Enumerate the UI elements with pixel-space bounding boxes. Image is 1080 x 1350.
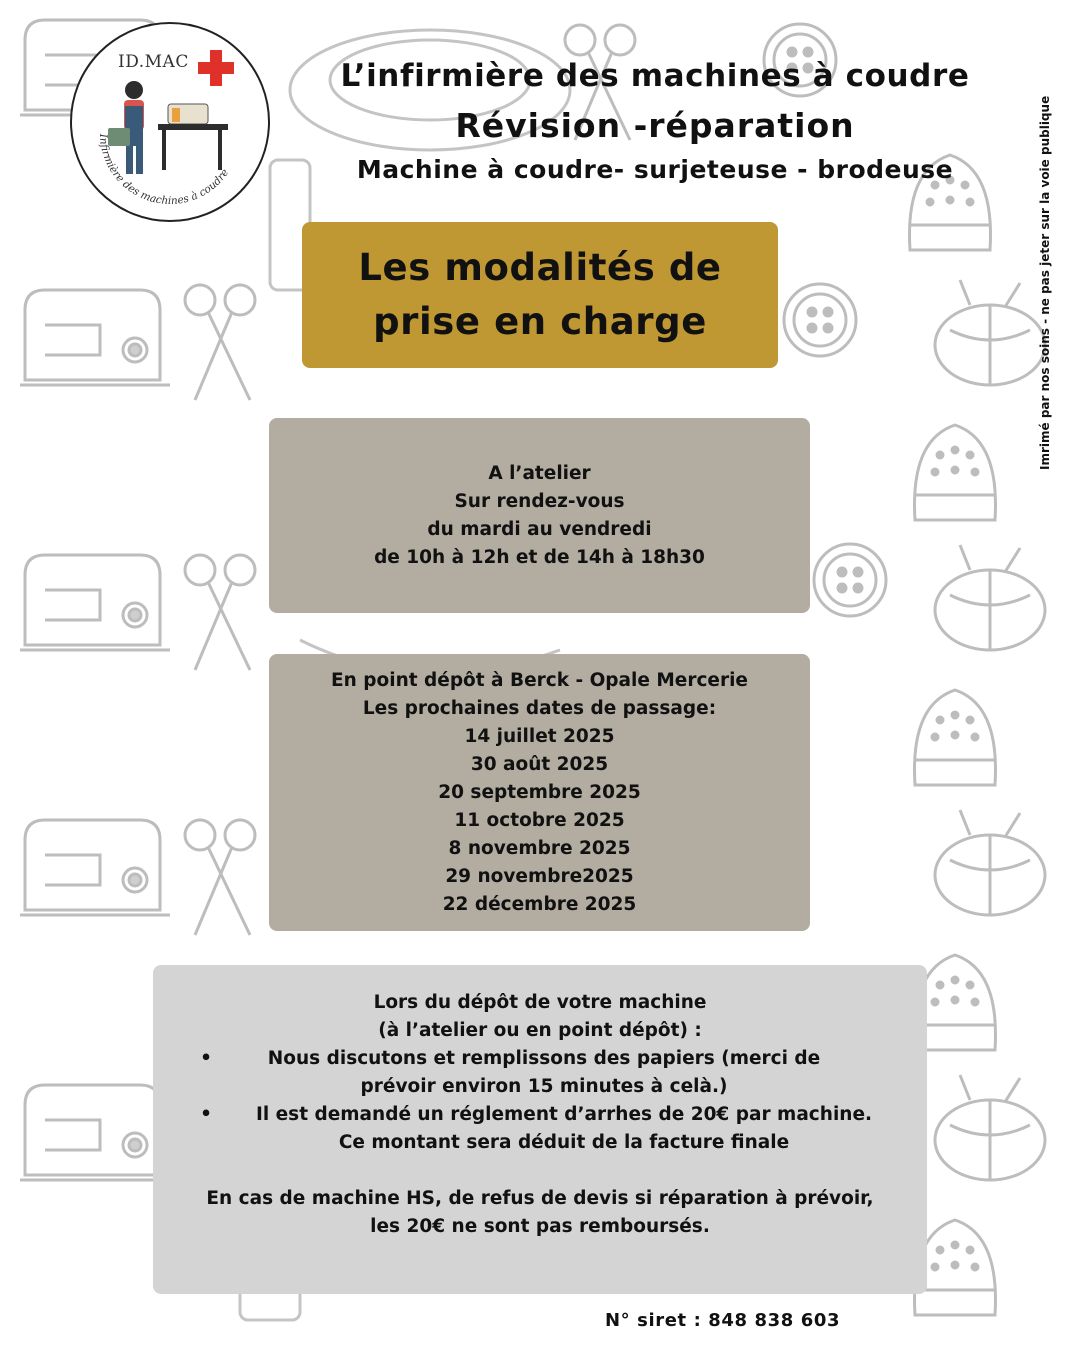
conditions-bullet-paperwork (153, 1045, 927, 1101)
depot-heading: En point dépôt à Berck - Opale Mercerie (331, 669, 748, 691)
services-line: Machine à coudre- surjeteuse - brodeuse (356, 155, 954, 184)
depot-date: 20 septembre 2025 (438, 781, 641, 803)
logo-circle-text: Infirmière des machines à coudre (96, 133, 232, 208)
siret-number: N° siret : 848 838 603 (605, 1310, 841, 1331)
conditions-intro-sub: (à l’atelier ou en point dépôt) : (378, 1020, 702, 1041)
conditions-bullet-deposit (153, 1101, 927, 1157)
sewing-machine-icon (158, 104, 228, 170)
deposit-conditions-box (153, 965, 927, 1294)
print-disclaimer: Imrimé par nos soins - ne pas jeter sur la voie publique (1038, 95, 1052, 470)
atelier-info-box (269, 418, 810, 613)
bullet-text-line: Il est demandé un réglement d’arrhes de 20€ par machine. (255, 1104, 873, 1125)
bullet-text (221, 1101, 907, 1157)
atelier-line: du mardi au vendredi (427, 518, 652, 540)
modalities-title-banner (302, 222, 778, 368)
depot-date: 11 octobre 2025 (454, 809, 625, 831)
atelier-line: A l’atelier (488, 462, 591, 484)
bullet-text (221, 1045, 867, 1101)
atelier-line: Sur rendez-vous (454, 490, 625, 512)
depot-date: 30 août 2025 (470, 753, 609, 775)
page-subtitle: Révision -réparation (455, 106, 855, 145)
logo (70, 22, 270, 222)
bullet-text-line: Nous discutons et remplissons des papiers (merci de (267, 1048, 821, 1069)
spacer (153, 1157, 927, 1185)
depot-intro: Les prochaines dates de passage: (362, 697, 717, 719)
depot-info-box (269, 654, 810, 931)
logo-text: ID.MAC (118, 52, 189, 72)
refund-note: les 20€ ne sont pas remboursés. (370, 1216, 710, 1237)
banner-line-2: prise en charge (373, 300, 707, 343)
bullet-text-line: prévoir environ 15 minutes à celà.) (360, 1076, 728, 1097)
bullet-icon: • (200, 1104, 212, 1125)
red-cross-icon (198, 50, 234, 86)
conditions-intro: Lors du dépôt de votre machine (373, 992, 707, 1013)
logo-illustration (72, 24, 268, 220)
refund-note: En cas de machine HS, de refus de devis si réparation à prévoir, (206, 1188, 874, 1209)
depot-date: 14 juillet 2025 (464, 725, 615, 747)
bullet-icon: • (200, 1048, 212, 1069)
depot-date: 22 décembre 2025 (442, 893, 637, 915)
page-title: L’infirmière des machines à coudre (340, 58, 970, 94)
depot-date: 8 novembre 2025 (448, 837, 631, 859)
atelier-line: de 10h à 12h et de 14h à 18h30 (374, 546, 705, 568)
depot-date: 29 novembre2025 (445, 865, 634, 887)
bullet-text-line: Ce montant sera déduit de la facture finale (338, 1132, 790, 1153)
banner-line-1: Les modalités de (358, 246, 722, 290)
